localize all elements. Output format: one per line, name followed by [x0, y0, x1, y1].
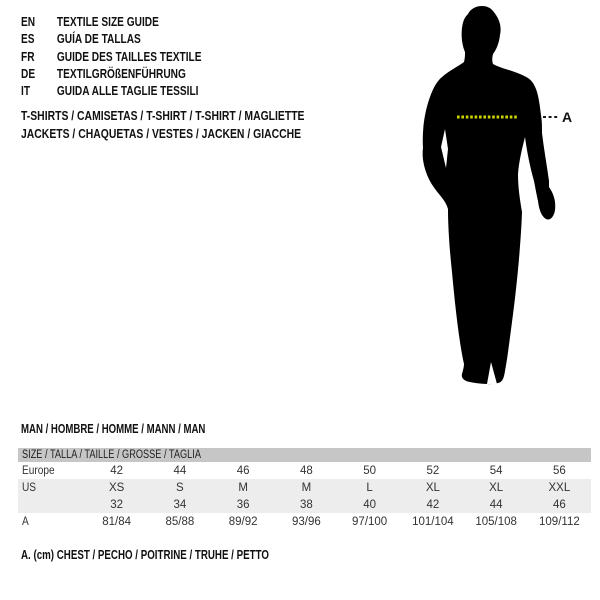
- size-cell: 109/112: [539, 515, 580, 528]
- row-label: [18, 499, 85, 511]
- table-row-europe: [18, 462, 591, 479]
- table-row-chest: [18, 513, 591, 530]
- section-heading: MAN / HOMBRE / HOMME / MANN / MAN: [21, 421, 206, 436]
- size-cell: S: [176, 481, 184, 494]
- language-row: [21, 30, 201, 47]
- category-list: [21, 107, 305, 142]
- size-cell: M: [238, 481, 248, 494]
- language-row: [21, 82, 201, 99]
- table-row-us: [18, 479, 591, 496]
- size-cell: L: [366, 481, 373, 494]
- language-list: [21, 13, 201, 99]
- language-row: [21, 65, 201, 82]
- language-row: [21, 48, 201, 65]
- size-cell: M: [301, 481, 312, 494]
- size-cell: 42: [426, 498, 440, 511]
- language-code: DE: [21, 65, 36, 81]
- table-row-us-numeric: [18, 496, 591, 513]
- size-cell: 54: [489, 464, 503, 477]
- size-cell: 40: [363, 498, 377, 511]
- size-cell: 46: [236, 464, 250, 477]
- language-code: IT: [21, 83, 31, 99]
- language-code: ES: [21, 31, 35, 47]
- size-cell: XS: [108, 481, 125, 494]
- man-silhouette: [423, 6, 556, 384]
- size-cell: 81/84: [102, 515, 132, 528]
- language-name: GUÍA DE TALLAS: [56, 31, 141, 47]
- language-name: GUIDE DES TAILLES TEXTILE: [56, 48, 202, 64]
- man-silhouette-figure: [390, 0, 600, 400]
- size-cell: 105/108: [475, 515, 517, 528]
- size-cell: XL: [425, 481, 440, 494]
- size-cell: 89/92: [228, 515, 258, 528]
- size-cell: 36: [236, 498, 250, 511]
- size-cell: 97/100: [352, 515, 388, 528]
- size-cell: XL: [489, 481, 504, 494]
- footnote: A. (cm) CHEST / PECHO / POITRINE / TRUHE / PETTO: [21, 547, 269, 562]
- size-cell: 93/96: [291, 515, 321, 528]
- row-label: US: [22, 481, 37, 494]
- size-cell: 38: [299, 498, 313, 511]
- category-line: JACKETS / CHAQUETAS / VESTES / JACKEN / GIACCHE: [21, 125, 302, 141]
- size-cell: 42: [110, 464, 124, 477]
- size-cell: 48: [299, 464, 313, 477]
- row-label: Europe: [22, 464, 55, 477]
- size-cell: 46: [552, 498, 566, 511]
- size-cell: 56: [552, 464, 566, 477]
- size-cell: XXL: [548, 481, 571, 494]
- language-code: FR: [21, 48, 35, 64]
- size-cell: 32: [110, 498, 124, 511]
- size-table: [18, 448, 591, 530]
- size-cell: 44: [489, 498, 503, 511]
- size-cell: 44: [173, 464, 187, 477]
- language-code: EN: [21, 14, 36, 29]
- category-line: T-SHIRTS / CAMISETAS / T-SHIRT / T-SHIRT / MAGLIETTE: [21, 108, 305, 123]
- row-label: A: [22, 515, 29, 528]
- size-cell: 101/104: [412, 515, 454, 528]
- size-cell: 50: [363, 464, 377, 477]
- table-header: [18, 448, 591, 462]
- measure-label-a: A: [562, 109, 573, 125]
- language-row: [21, 13, 201, 30]
- size-cell: 52: [426, 464, 440, 477]
- language-name: GUIDA ALLE TAGLIE TESSILI: [56, 83, 199, 99]
- size-cell: 34: [173, 498, 187, 511]
- table-header-label: SIZE / TALLA / TAILLE / GRÖSSE / TAGLIA: [22, 449, 201, 461]
- language-name: TEXTILGRÖßENFÜHRUNG: [56, 65, 186, 81]
- language-name: TEXTILE SIZE GUIDE: [56, 14, 159, 29]
- size-cell: 85/88: [165, 515, 195, 528]
